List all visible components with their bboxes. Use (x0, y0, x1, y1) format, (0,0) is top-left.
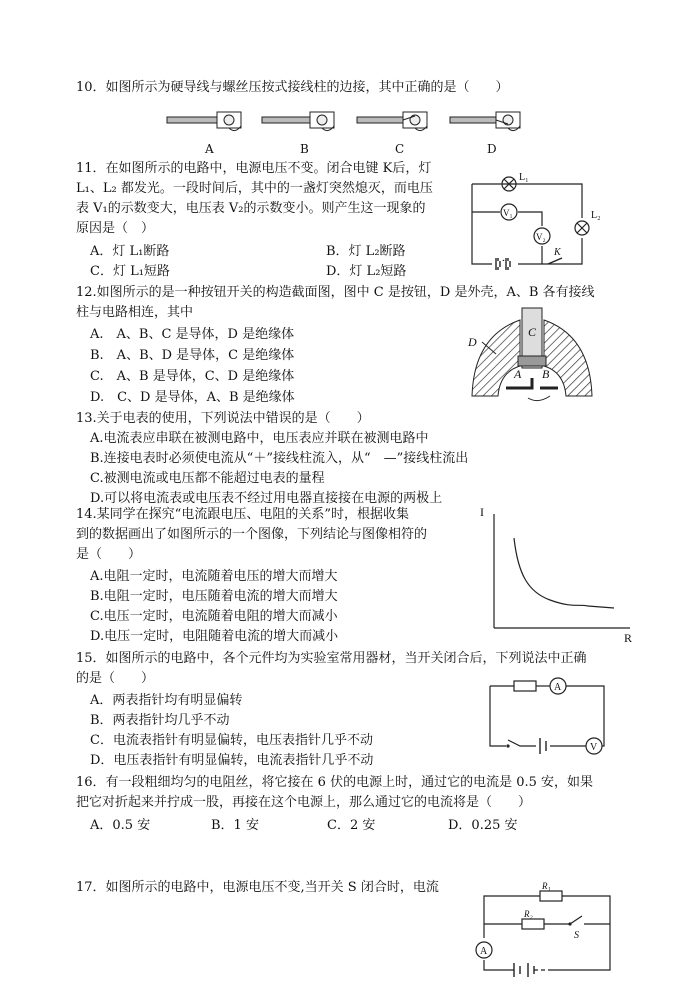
q14-option-b: B.电阻一定时，电压随着电流的增大而增大 (90, 589, 338, 604)
q12-label-b: B (542, 367, 550, 381)
q14-line-3: 是（ ） (76, 547, 142, 562)
q10-label-b: B (300, 142, 309, 156)
q14-line-1: 14.某同学在探究“电流跟电压、电阻的关系”时，根据收集 (76, 507, 409, 522)
q17-stem: 17．如图所示的电路中，电源电压不变,当开关 S 闭合时，电流 (76, 880, 439, 895)
q17-label-r1: R₁ (542, 881, 551, 891)
q17-circuit-figure (470, 880, 620, 980)
q11-label-l1: L₁ (519, 172, 529, 183)
q15-label-ammeter: A (554, 682, 562, 693)
q11-option-b: B．灯 L₂断路 (326, 244, 406, 259)
q14-option-a: A.电阻一定时，电流随着电压的增大而增大 (90, 569, 338, 584)
q11-line-2: L₁、L₂ 都发光。一段时间后，其中的一盏灯突然熄灭，而电压 (76, 181, 433, 196)
q12-option-c: C. A、B 是导体，C、D 是绝缘体 (90, 369, 295, 384)
q16-option-c: C．2 安 (327, 818, 376, 833)
q15-option-d: D．电压表指针有明显偏转，电流表指针几乎不动 (90, 753, 374, 768)
q14-line-2: 到的数据画出了如图所示的一个图像，下列结论与图像相符的 (76, 527, 428, 542)
q10-stem: 10．如图所示为硬导线与螺丝压按式接线柱的边接，其中正确的是（ ） (76, 80, 509, 95)
q10-figure (165, 106, 525, 136)
q13-option-b: B.连接电表时必须使电流从“＋”接线柱流入，从“ —”接线柱流出 (90, 451, 469, 466)
q15-option-a: A．两表指针均有明显偏转 (90, 693, 243, 708)
q16-option-a: A．0.5 安 (90, 818, 151, 833)
q12-line-1: 12.如图所示的是一种按钮开关的构造截面图，图中 C 是按钮，D 是外壳，A、B 各有接线 (76, 285, 595, 300)
q16-option-d: D．0.25 安 (448, 818, 518, 833)
q12-line-2: 柱与电路相连，其中 (76, 305, 194, 320)
q12-option-a: A. A、B、C 是导体，D 是绝缘体 (90, 327, 295, 342)
q17-label-r2: R₂ (524, 909, 533, 919)
q13-stem: 13.关于电表的使用，下列说法中错误的是（ ） (76, 411, 370, 426)
q17-label-s: S (574, 930, 579, 941)
q10-option-c-diagram (357, 112, 427, 131)
q10-option-b-diagram (262, 112, 334, 131)
q17-label-ammeter: A (480, 946, 488, 957)
q13-option-d: D.可以将电流表或电压表不经过用电器直接接在电源的两极上 (90, 491, 443, 506)
q11-option-d: D．灯 L₂短路 (326, 264, 407, 279)
q15-label-voltmeter: V (590, 742, 598, 753)
q12-option-b: B. A、B、D 是导体，C 是绝缘体 (90, 348, 295, 363)
q16-option-b: B．1 安 (211, 818, 259, 833)
q10-option-a-diagram (167, 112, 241, 131)
q11-label-l2: L₂ (591, 210, 601, 221)
q10-label-a: A (205, 142, 214, 156)
q10-label-d: D (487, 142, 497, 156)
q14-graph-figure (478, 500, 638, 645)
q12-button-switch-figure (462, 306, 602, 406)
q14-y-axis-label: I (480, 505, 484, 519)
q16-line-1: 16．有一段粗细均匀的电阻丝，将它接在 6 伏的电源上时，通过它的电流是 0.5 安，如果 (76, 775, 594, 790)
q15-option-c: C．电流表指针有明显偏转，电压表指针几乎不动 (90, 733, 373, 748)
q14-option-c: C.电压一定时，电流随着电阻的增大而减小 (90, 609, 338, 624)
q13-option-c: C.被测电流或电压都不能超过电表的量程 (90, 471, 325, 486)
q12-option-d: D. C、D 是导体，A、B 是绝缘体 (90, 390, 295, 405)
q11-line-3: 表 V₁的示数变大，电压表 V₂的示数变小。则产生这一现象的 (76, 201, 426, 216)
q12-label-d: D (468, 335, 477, 349)
q12-label-c: C (528, 325, 537, 339)
q10-label-c: C (395, 142, 405, 156)
q11-label-k: K (554, 247, 561, 258)
q15-line-1: 15．如图所示的电路中，各个元件均为实验室常用器材，当开关闭合后，下列说法中正确 (76, 651, 587, 666)
q11-option-c: C．灯 L₁短路 (90, 264, 170, 279)
q15-circuit-figure (486, 676, 610, 756)
q11-circuit-figure (462, 168, 612, 273)
q11-line-1: 11．在如图所示的电路中，电源电压不变。闭合电键 K后，灯 (76, 161, 432, 176)
q14-option-d: D.电压一定时，电阻随着电流的增大而减小 (90, 629, 339, 644)
q13-option-a: A.电流表应串联在被测电路中，电压表应并联在被测电路中 (90, 431, 429, 446)
q11-label-v1: V₁ (503, 208, 513, 218)
q14-x-axis-label: R (624, 631, 633, 645)
q11-option-a: A．灯 L₁断路 (90, 244, 170, 259)
q11-label-v2: V₂ (536, 232, 546, 242)
q15-line-2: 的是（ ） (76, 671, 155, 686)
q12-label-a: A (514, 367, 522, 381)
q16-line-2: 把它对折起来并拧成一股，再接在这个电源上，那么通过它的电流将是（ ） (76, 795, 532, 810)
q11-line-4: 原因是（ ） (76, 221, 155, 236)
q10-option-d-diagram (450, 112, 520, 131)
q15-option-b: B．两表指针均几乎不动 (90, 713, 230, 728)
